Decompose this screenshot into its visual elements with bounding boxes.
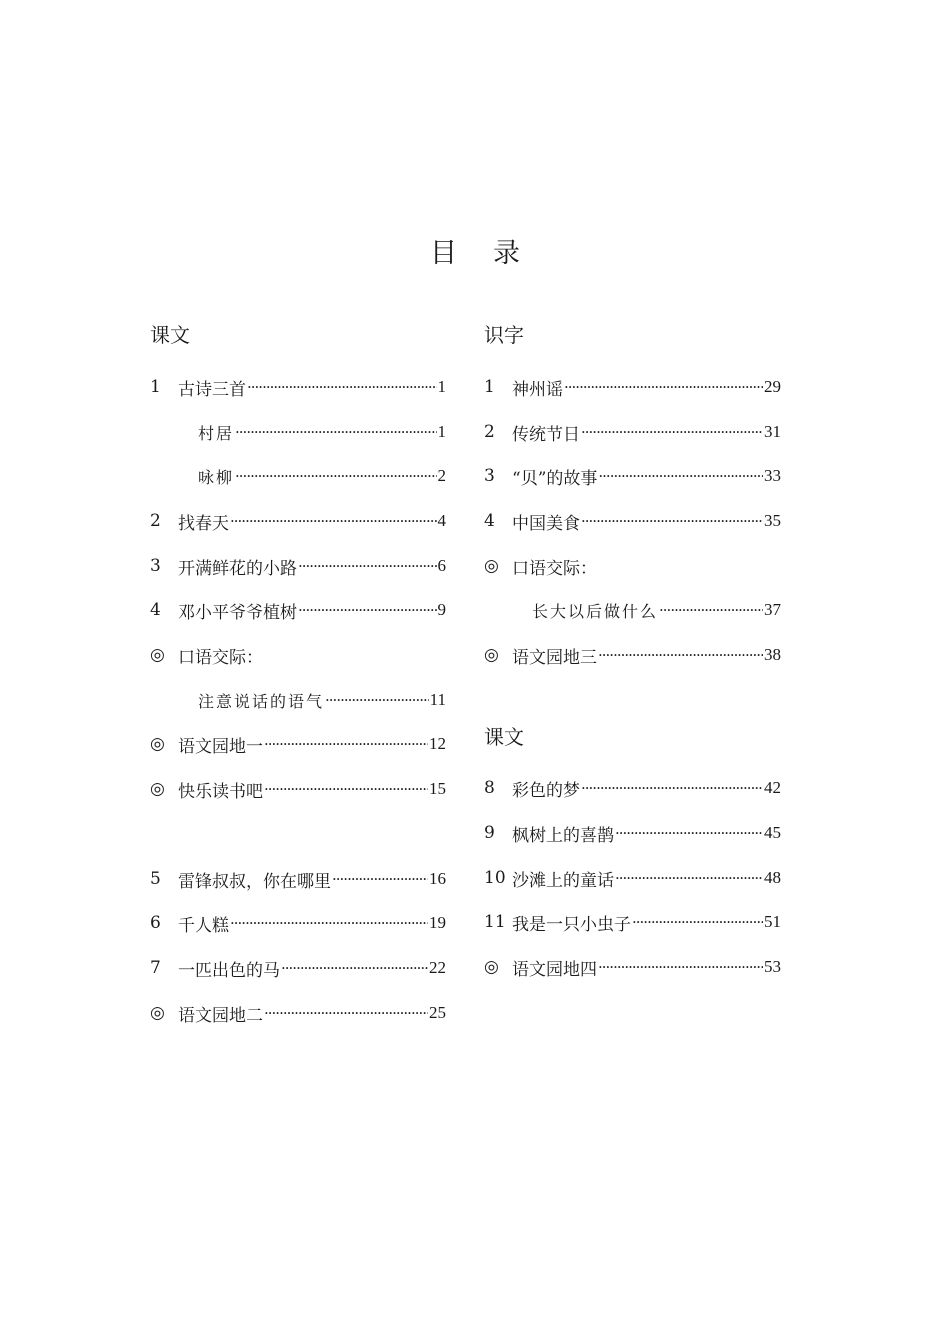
toc-entry-number: 10 — [484, 868, 506, 888]
dot-leader — [581, 418, 763, 446]
toc-entry-page: 11 — [429, 690, 446, 709]
toc-entry-number: 11 — [484, 912, 506, 932]
dot-leader — [281, 954, 428, 982]
toc-entry-number: 2 — [150, 511, 161, 531]
toc-entry[interactable] — [150, 730, 446, 758]
dot-leader — [598, 641, 763, 669]
toc-entry[interactable] — [484, 418, 781, 446]
toc-entry-title: 中国美食 — [512, 513, 580, 534]
toc-entry-number: 4 — [150, 600, 161, 620]
dot-leader — [598, 462, 763, 490]
toc-entry-title: 语文园地四 — [512, 959, 597, 980]
toc-entry[interactable] — [484, 596, 781, 624]
section-heading-kewen-2: 课文 — [484, 725, 524, 749]
toc-entry-title: 雷锋叔叔，你在哪里 — [178, 871, 331, 892]
dot-leader — [615, 819, 763, 847]
toc-entry-title: 我是一只小虫子 — [512, 914, 631, 935]
toc-entry-number: 5 — [150, 869, 161, 889]
dot-leader — [264, 999, 428, 1027]
toc-entry-number: 6 — [150, 913, 161, 933]
toc-entry[interactable] — [150, 641, 446, 669]
toc-entry-page: 19 — [429, 913, 446, 932]
toc-entry-title: 枫树上的喜鹊 — [512, 825, 614, 846]
toc-entry[interactable] — [484, 864, 781, 892]
toc-entry-page: 37 — [764, 600, 781, 619]
toc-entry-page: 51 — [764, 912, 781, 931]
section-heading-kewen: 课文 — [150, 323, 190, 347]
toc-entry-page: 29 — [764, 377, 781, 396]
toc-entry-number: ◎ — [150, 779, 165, 799]
toc-entry-title: 长大以后做什么 — [532, 601, 659, 621]
toc-entry[interactable] — [484, 774, 781, 802]
toc-entry-page: 48 — [764, 868, 781, 887]
toc-entry-page: 16 — [429, 869, 446, 888]
section-heading-shizi: 识字 — [484, 323, 524, 347]
dot-leader — [264, 775, 428, 803]
dot-leader — [564, 373, 763, 401]
toc-entry-title: “贝”的故事 — [512, 468, 598, 489]
toc-entry[interactable] — [150, 999, 446, 1027]
toc-entry-title: 语文园地三 — [512, 647, 597, 668]
toc-entry[interactable] — [150, 775, 446, 803]
dot-leader — [659, 596, 763, 624]
toc-entry-page: 9 — [437, 600, 446, 619]
dot-leader — [247, 373, 437, 401]
toc-entry-number: ◎ — [484, 957, 499, 977]
dot-leader — [235, 418, 436, 446]
toc-entry[interactable] — [150, 418, 446, 446]
toc-entry[interactable] — [150, 596, 446, 624]
toc-entry-title: 语文园地一 — [178, 736, 263, 757]
toc-entry-page: 31 — [764, 422, 781, 441]
toc-entry-number: 3 — [150, 556, 161, 576]
toc-entry[interactable] — [484, 373, 781, 401]
dot-leader — [581, 507, 763, 535]
toc-entry-page: 22 — [429, 958, 446, 977]
toc-entry[interactable] — [150, 686, 446, 714]
dot-leader — [581, 774, 763, 802]
toc-entry[interactable] — [150, 507, 446, 535]
toc-entry-page: 6 — [437, 556, 446, 575]
toc-entry-title: 神州谣 — [512, 379, 563, 400]
toc-entry[interactable] — [484, 552, 781, 580]
toc-entry-page: 1 — [437, 422, 446, 441]
toc-entry-title: 一匹出色的马 — [178, 960, 280, 981]
toc-entry[interactable] — [150, 954, 446, 982]
toc-entry-page: 38 — [764, 645, 781, 664]
toc-entry-page: 15 — [429, 779, 446, 798]
toc-entry[interactable] — [484, 819, 781, 847]
toc-entry-page: 2 — [437, 466, 446, 485]
toc-entry-title: 快乐读书吧 — [178, 781, 263, 802]
toc-entry-number: ◎ — [150, 1003, 165, 1023]
toc-entry-number: ◎ — [484, 556, 499, 576]
toc-entry-number: 3 — [484, 466, 495, 486]
toc-entry-page: 25 — [429, 1003, 446, 1022]
toc-entry-title: 咏柳 — [198, 467, 235, 487]
toc-entry-number: ◎ — [484, 645, 499, 665]
toc-entry-page: 1 — [437, 377, 446, 396]
toc-entry[interactable] — [150, 865, 446, 893]
toc-entry-page: 45 — [764, 823, 781, 842]
toc-entry-title: 邓小平爷爷植树 — [178, 602, 297, 623]
toc-entry-page: 4 — [437, 511, 446, 530]
toc-entry[interactable] — [484, 507, 781, 535]
toc-entry-page: 33 — [764, 466, 781, 485]
toc-entry-number: 9 — [484, 823, 495, 843]
dot-leader — [325, 686, 429, 714]
toc-entry-title: 语文园地二 — [178, 1005, 263, 1026]
dot-leader — [632, 908, 763, 936]
dot-leader — [598, 953, 763, 981]
toc-entry-number: 8 — [484, 778, 495, 798]
dot-leader — [264, 730, 428, 758]
toc-entry-title: 千人糕 — [178, 915, 229, 936]
toc-entry[interactable] — [484, 462, 781, 490]
toc-entry[interactable] — [484, 953, 781, 981]
toc-entry-page: 35 — [764, 511, 781, 530]
toc-entry-title: 口语交际： — [178, 647, 263, 668]
dot-leader — [230, 507, 437, 535]
toc-entry[interactable] — [484, 641, 781, 669]
dot-leader — [235, 462, 436, 490]
dot-leader — [298, 596, 437, 624]
toc-entry[interactable] — [150, 462, 446, 490]
toc-entry-number: ◎ — [150, 645, 165, 665]
toc-entry[interactable] — [150, 909, 446, 937]
toc-entry-title: 彩色的梦 — [512, 780, 580, 801]
toc-entry-page: 12 — [429, 734, 446, 753]
toc-entry-number: 1 — [150, 377, 161, 397]
toc-entry-number: 2 — [484, 422, 495, 442]
toc-entry-page: 53 — [764, 957, 781, 976]
toc-entry-title: 开满鲜花的小路 — [178, 558, 297, 579]
toc-entry[interactable] — [150, 373, 446, 401]
dot-leader — [298, 552, 437, 580]
dot-leader — [615, 864, 763, 892]
toc-entry[interactable] — [484, 908, 781, 936]
toc-entry-number: 4 — [484, 511, 495, 531]
toc-entry-title: 传统节日 — [512, 424, 580, 445]
dot-leader — [332, 865, 428, 893]
toc-entry-number: 7 — [150, 958, 161, 978]
page-title: 目录 — [430, 238, 556, 269]
toc-entry-title: 口语交际： — [512, 558, 597, 579]
dot-leader — [230, 909, 428, 937]
toc-entry-number: 1 — [484, 377, 495, 397]
toc-entry[interactable] — [150, 552, 446, 580]
toc-entry-title: 注意说话的语气 — [198, 691, 325, 711]
toc-entry-title: 古诗三首 — [178, 379, 246, 400]
toc-entry-page: 42 — [764, 778, 781, 797]
toc-entry-title: 沙滩上的童话 — [512, 870, 614, 891]
toc-entry-number: ◎ — [150, 734, 165, 754]
toc-entry-title: 找春天 — [178, 513, 229, 534]
toc-entry-title: 村居 — [198, 423, 235, 443]
